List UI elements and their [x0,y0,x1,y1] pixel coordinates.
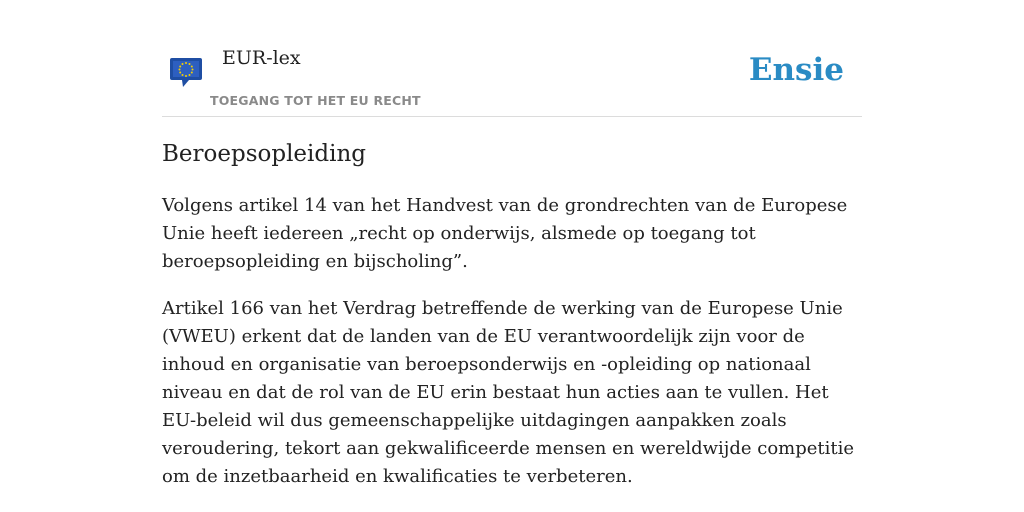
article-paragraph: Artikel 166 van het Verdrag betreffende de werking van de Europese Unie (VWEU) erkent dat de landen van de EU verantwoordelijk zijn voor de inhoud en organisatie van beroepsonderwijs en -opleiding op nationaal niveau en dat de rol van de EU erin bestaat hun acties aan te vullen. Het EU-beleid wil dus gemeenschappelijke uitdagingen aanpakken zoals veroudering, tekort aan gekwalificeerde mensen en wereldwijde competitie om de inzetbaarheid en kwalificaties te verbeteren. [162,298,855,487]
article-paragraph: Volgens artikel 14 van het Handvest van de grondrechten van de Europese Unie heeft iedereen „recht op onderwijs, alsmede op toegang tot beroepsopleiding en bijscholing”. [162,195,848,272]
eu-flag-speech-bubble-icon [169,56,203,88]
article [162,138,862,491]
page-title: Beroepsopleiding [162,141,367,167]
brand-logo[interactable]: Ensie [748,52,844,88]
site-tagline: TOEGANG TOT HET EU RECHT [210,93,421,108]
header [162,40,862,117]
site-name[interactable]: EUR-lex [222,47,301,69]
